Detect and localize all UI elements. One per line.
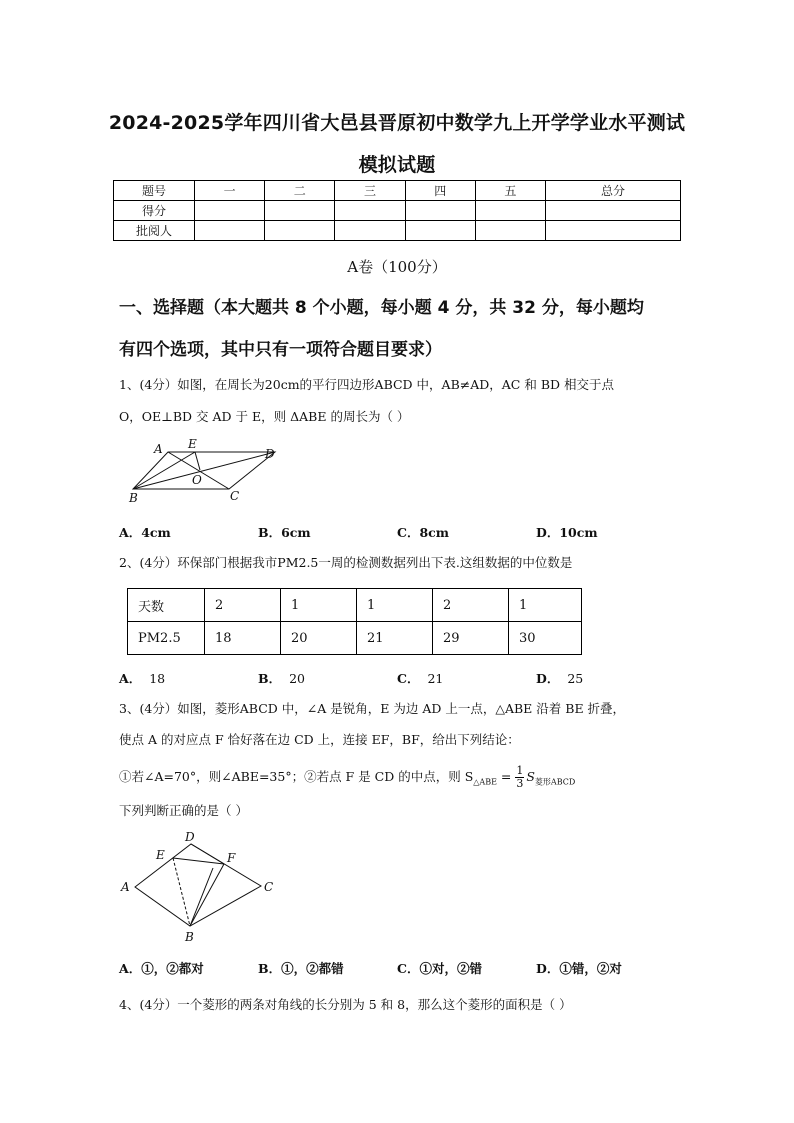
- q3-label-c: C: [264, 880, 274, 894]
- q3-rhombus-figure: [118, 828, 288, 946]
- q3-text-line4: 下列判断正确的是（ ）: [119, 803, 248, 818]
- score-cell: [405, 201, 475, 221]
- q3-label-e: E: [156, 848, 165, 862]
- score-header-cell: 五: [475, 181, 545, 201]
- q3-option-a[interactable]: A．①，②都对: [119, 961, 204, 976]
- score-header-cell: 总分: [546, 181, 681, 201]
- q2-option-c-value: 21: [427, 671, 444, 686]
- q2-option-a-value: 18: [149, 671, 166, 686]
- q3-s: S: [526, 769, 535, 784]
- pm25-cell: 30: [509, 622, 582, 655]
- score-table-header-row: [114, 181, 681, 201]
- pm25-values-label: PM2.5: [128, 622, 205, 655]
- q1-option-b[interactable]: B．6cm: [258, 525, 311, 540]
- q1-text-line1: 1、(4分）如图，在周长为20cm的平行四边形ABCD 中，AB≠AD，AC 和 BD 相交于点: [119, 377, 615, 392]
- q3-fraction-den: 3: [516, 777, 524, 790]
- score-cell: [546, 221, 681, 241]
- score-row: [114, 201, 681, 221]
- q2-option-d-letter: D．: [536, 671, 560, 686]
- score-table: [113, 180, 681, 241]
- q1-label-a: A: [154, 442, 163, 456]
- score-header-cell: 四: [405, 181, 475, 201]
- q1-option-c[interactable]: C．8cm: [397, 525, 449, 540]
- q2-option-d[interactable]: [536, 668, 583, 687]
- score-cell: [335, 201, 405, 221]
- q2-option-a-letter: A．: [119, 671, 142, 686]
- score-cell: [265, 201, 335, 221]
- q2-text-line1: 2、(4分）环保部门根据我市PM2.5一周的检测数据列出下表.这组数据的中位数是: [119, 555, 573, 570]
- q3-text-line1: 3、(4分）如图，菱形ABCD 中，∠A 是锐角，E 为边 AD 上一点，△ABE 沿着 BE 折叠，: [119, 701, 626, 716]
- q1-label-c: C: [230, 489, 240, 503]
- pm25-cell: 2: [433, 589, 509, 622]
- q4-text-line1: 4、(4分）一个菱形的两条对角线的长分别为 5 和 8，那么这个菱形的面积是（ ）: [119, 997, 572, 1012]
- pm25-cell: 21: [357, 622, 433, 655]
- q1-label-e: E: [188, 437, 197, 451]
- pm25-cell: 1: [281, 589, 357, 622]
- score-cell: [335, 221, 405, 241]
- score-header-cell: 题号: [114, 181, 195, 201]
- q2-option-b[interactable]: [258, 668, 305, 687]
- pm25-values-row: [128, 622, 582, 655]
- paper-a-heading: A卷（100分）: [347, 258, 447, 276]
- q3-option-d[interactable]: D．①错，②对: [536, 961, 622, 976]
- q3-sub-triangle: △ABE: [473, 777, 497, 787]
- segment-inner: [190, 868, 213, 926]
- q1-option-a[interactable]: A．4cm: [119, 525, 171, 540]
- section-heading-line2: 有四个选项，其中只有一项符合题目要求）: [119, 340, 442, 360]
- pm25-table: [127, 588, 582, 655]
- q1-label-b: B: [129, 491, 138, 505]
- page-title-line2: 模拟试题: [358, 154, 436, 176]
- q2-option-c-letter: C．: [397, 671, 420, 686]
- pm25-cell: 20: [281, 622, 357, 655]
- q3-label-b: B: [185, 930, 194, 944]
- score-cell: [475, 221, 545, 241]
- q1-option-d[interactable]: D．10cm: [536, 525, 598, 540]
- q1-label-d: D: [265, 447, 275, 461]
- q1-text-line2: O，OE⊥BD 交 AD 于 E，则 ΔABE 的周长为（ ）: [119, 409, 410, 424]
- score-cell: [546, 201, 681, 221]
- score-header-cell: 二: [265, 181, 335, 201]
- reviewer-row-label: 批阅人: [114, 221, 195, 241]
- pm25-days-row: [128, 589, 582, 622]
- score-row-label: 得分: [114, 201, 195, 221]
- q3-option-c[interactable]: C．①对，②错: [397, 961, 482, 976]
- q1-parallelogram-figure: [120, 436, 290, 508]
- q3-sub-rhombus: 菱形ABCD: [534, 777, 576, 787]
- q2-option-b-letter: B．: [258, 671, 282, 686]
- pm25-days-label: 天数: [128, 589, 205, 622]
- q3-label-a: A: [121, 880, 130, 894]
- section-heading-line1: 一、选择题（本大题共 8 个小题，每小题 4 分，共 32 分，每小题均: [119, 298, 644, 318]
- page-title-line1: 2024-2025学年四川省大邑县晋原初中数学九上开学学业水平测试: [108, 112, 686, 134]
- q2-option-a[interactable]: [119, 668, 165, 687]
- q3-line3-text: ①若∠A=70°，则∠ABE=35°；②若点 F 是 CD 的中点，则 S: [119, 769, 474, 784]
- rhombus-abcd: [135, 844, 261, 926]
- q3-fraction: [515, 765, 524, 790]
- score-header-cell: 一: [195, 181, 265, 201]
- segment-oe: [195, 452, 200, 470]
- score-cell: [195, 201, 265, 221]
- reviewer-row: [114, 221, 681, 241]
- q3-label-f: F: [227, 851, 236, 865]
- q3-fraction-num: 1: [516, 764, 524, 777]
- q2-option-d-value: 25: [567, 671, 584, 686]
- q3-equals: =: [496, 769, 516, 784]
- pm25-cell: 29: [433, 622, 509, 655]
- score-cell: [475, 201, 545, 221]
- score-cell: [265, 221, 335, 241]
- pm25-cell: 18: [205, 622, 281, 655]
- pm25-cell: 1: [509, 589, 582, 622]
- q2-option-b-value: 20: [289, 671, 305, 686]
- segment-be: [133, 452, 195, 489]
- score-header-cell: 三: [335, 181, 405, 201]
- diagonal-bd: [133, 452, 275, 489]
- pm25-cell: 1: [357, 589, 433, 622]
- q1-label-o: O: [192, 473, 202, 487]
- q2-option-c[interactable]: [397, 668, 443, 687]
- q3-text-line2: 使点 A 的对应点 F 恰好落在边 CD 上，连接 EF，BF，给出下列结论：: [119, 732, 520, 747]
- q3-option-b[interactable]: B．①，②都错: [258, 961, 344, 976]
- score-cell: [195, 221, 265, 241]
- pm25-cell: 2: [205, 589, 281, 622]
- q3-text-line3: [119, 764, 679, 796]
- q3-label-d: D: [185, 830, 195, 844]
- score-cell: [405, 221, 475, 241]
